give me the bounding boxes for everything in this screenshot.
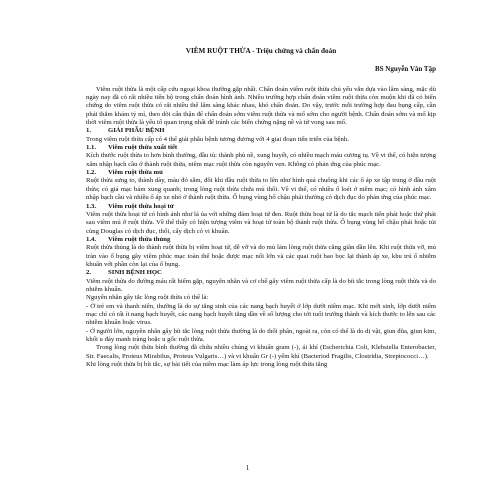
section-1-intro: Trong viêm ruột thừa cấp có 4 thể giải phẫu bệnh tương đương với 4 giai đoạn tiến triển của bệnh.: [86, 135, 349, 143]
subsection-heading-1-4: [86, 236, 436, 244]
subsection-heading-1-1: [86, 144, 436, 152]
subsection-heading-1-2: [86, 169, 436, 177]
subsection-title: Viêm ruột thừa xuất tiết: [108, 144, 178, 152]
document-author: BS Nguyễn Văn Tập: [374, 65, 436, 74]
section-2-paragraph-1: Viêm ruột thừa do đường máu rất hiếm gặp, nguyên nhân và cơ chế gây viêm ruột thừa cấp là do bít tắc trong lòng ruột thừa và do nhiễm khuẩn.: [86, 277, 436, 293]
section-number: 1.: [86, 127, 92, 135]
section-2-paragraph-4: Khi lòng ruột thừa bị bít tắc, sự bài tiết của niêm mạc làm áp lực trong lòng ruột thừa tăng: [86, 361, 328, 369]
section-number: 2.: [86, 269, 92, 277]
section-heading-2: [86, 269, 436, 277]
section-2-paragraph-2: Nguyên nhân gây tắc lòng ruột thừa có thể là:: [86, 294, 209, 302]
subsection-1-1-text: Kích thước ruột thừa to hơn bình thường, đầu tù: thành phù nề, xung huyết, có nhiều mạch máu cương tụ. Về vi thể, có hiện tượng xâm nhập bạch cầu ở thành ruột thừa, niêm mạc ruột thừa còn nguyên vẹn. Không có phản ứng của phúc mạc.: [86, 152, 436, 168]
document-title: VIÊM RUỘT THỪA - Triệu chứng và chẩn đoán: [185, 47, 337, 55]
section-heading-1: [86, 127, 436, 135]
bullet-item-2: - Ở người lớn, nguyên nhân gây bít tắc lòng ruột thừa thường là do thối phân, ngoài ra, còn có thể là do dị vật, giun đũa, giun kim, khối u đáy manh tràng hoặc u gốc ruột thừa.: [86, 327, 436, 343]
subsection-heading-1-3: [86, 203, 436, 211]
section-title: GIẢI PHẪU BỆNH: [108, 127, 165, 135]
bullet-item-1: - Ở trẻ em và thanh niên, thường là do sự tăng sinh của các nang bạch huyết ở lớp dưới niêm mạc. Khi mới sinh, lớp dưới niêm mạc chỉ có rất ít nang bạch huyết, các nang bạch huyết tăng dần về số lượng cho tới tuổi trưởng thành và kích thước to lên sau các nhiễm khuẩn hoặc virus.: [86, 302, 436, 327]
subsection-1-3-text: Viêm ruột thừa hoại tử có hình ảnh như lá úa với những đám hoại tử đen. Ruột thừa hoại tử là do tắc mạch tiến phát hoặc thứ phát sau viêm mủ ở ruột thừa. Về thể thấy có hiện tượng viêm và hoại tử toàn bộ thành ruột thừa. Ổ bụng vùng hố chậu phải hoặc túi cùng Douglas có dịch đục, thối, cấy dịch có vi khuẩn.: [86, 210, 436, 235]
subsection-number: 1.2.: [86, 169, 97, 177]
subsection-number: 1.3.: [86, 202, 97, 210]
section-title: SINH BỆNH HỌC: [108, 269, 162, 277]
subsection-title: Viêm ruột thừa hoại tử: [108, 202, 174, 210]
subsection-title: Viêm ruột thừa mủ: [108, 169, 163, 177]
intro-paragraph: Viêm ruột thừa là một cấp cứu ngoại khoa thường gặp nhất. Chẩn đoán viêm ruột thừa chủ yếu vẫn dựa vào lâm sàng, mặc dù ngày nay đã có rất nhiều tiến bộ trong chẩn đoán hình ảnh. Nhiều trường hợp chẩn đoán viêm ruột thừa còn muộn khi đã có biến chứng do viêm ruột thừa có rất nhiều thể lâm sàng khác nhau, khó chẩn đoán. Do vậy, trước mỗi trường hợp đau bụng cấp, cần phải thăm khám tỷ mỉ, theo dõi cẩn thận để chẩn đoán sớm viêm ruột thừa và mổ sớm cho người bệnh. Chẩn đoán sớm và mổ kịp thời viêm ruột thừa là yếu tố quan trọng nhất để tránh các biến chứng nặng nề và tử vong sau mổ.: [86, 85, 436, 127]
subsection-1-2-text: Ruột thừa sưng to, thành dày, màu đỏ sẫm, đôi khi đầu ruột thừa to lên như hình quả chuông khi các ổ áp xe tập trung ở đầu ruột thừa; có giả mạc bám xung quanh; trong lòng ruột thừa chứa mủ thối. Về vi thể, có nhiều ổ loét ở niêm mạc; có hình ảnh xâm nhập bạch cầu và nhiều ổ áp xe nhỏ ở thành ruột thừa. Ổ bụng vùng hố chậu phải thường có dịch đục do phản ứng của phúc mạc.: [86, 177, 436, 202]
subsection-number: 1.1.: [86, 144, 97, 152]
subsection-number: 1.4.: [86, 235, 97, 243]
section-2-paragraph-3: Trong lòng ruột thừa bình thường đã chứa nhiều chủng vi khuẩn gram (-), ái khí (Escherichia Coli, Klebsiella Enterobacter, Str. Faecalis, Proteus Mirabilus, Proteus Vulgaris…) và vi khuẩn Gr (-) yếm khí (Bacteriod Fragilis, Clostridia, Streptococci…).: [86, 344, 436, 360]
document-body: [86, 47, 436, 369]
subsection-1-4-text: Ruột thừa thủng là do thành ruột thừa bị viêm hoại tử, dễ vỡ và do mủ làm lòng ruột thừa căng giãn dần lên. Khi ruột thừa vỡ, mủ tràn vào ổ bụng gây viêm phúc mạc toàn thể hoặc được mạc nối lớn và các quai ruột bao bọc lại thành áp xe, khu trú ổ nhiễm khuẩn với phần còn lại của ổ bụng.: [86, 244, 436, 268]
page-number: 1: [245, 464, 250, 472]
subsection-title: Viêm ruột thừa thủng: [108, 235, 171, 243]
